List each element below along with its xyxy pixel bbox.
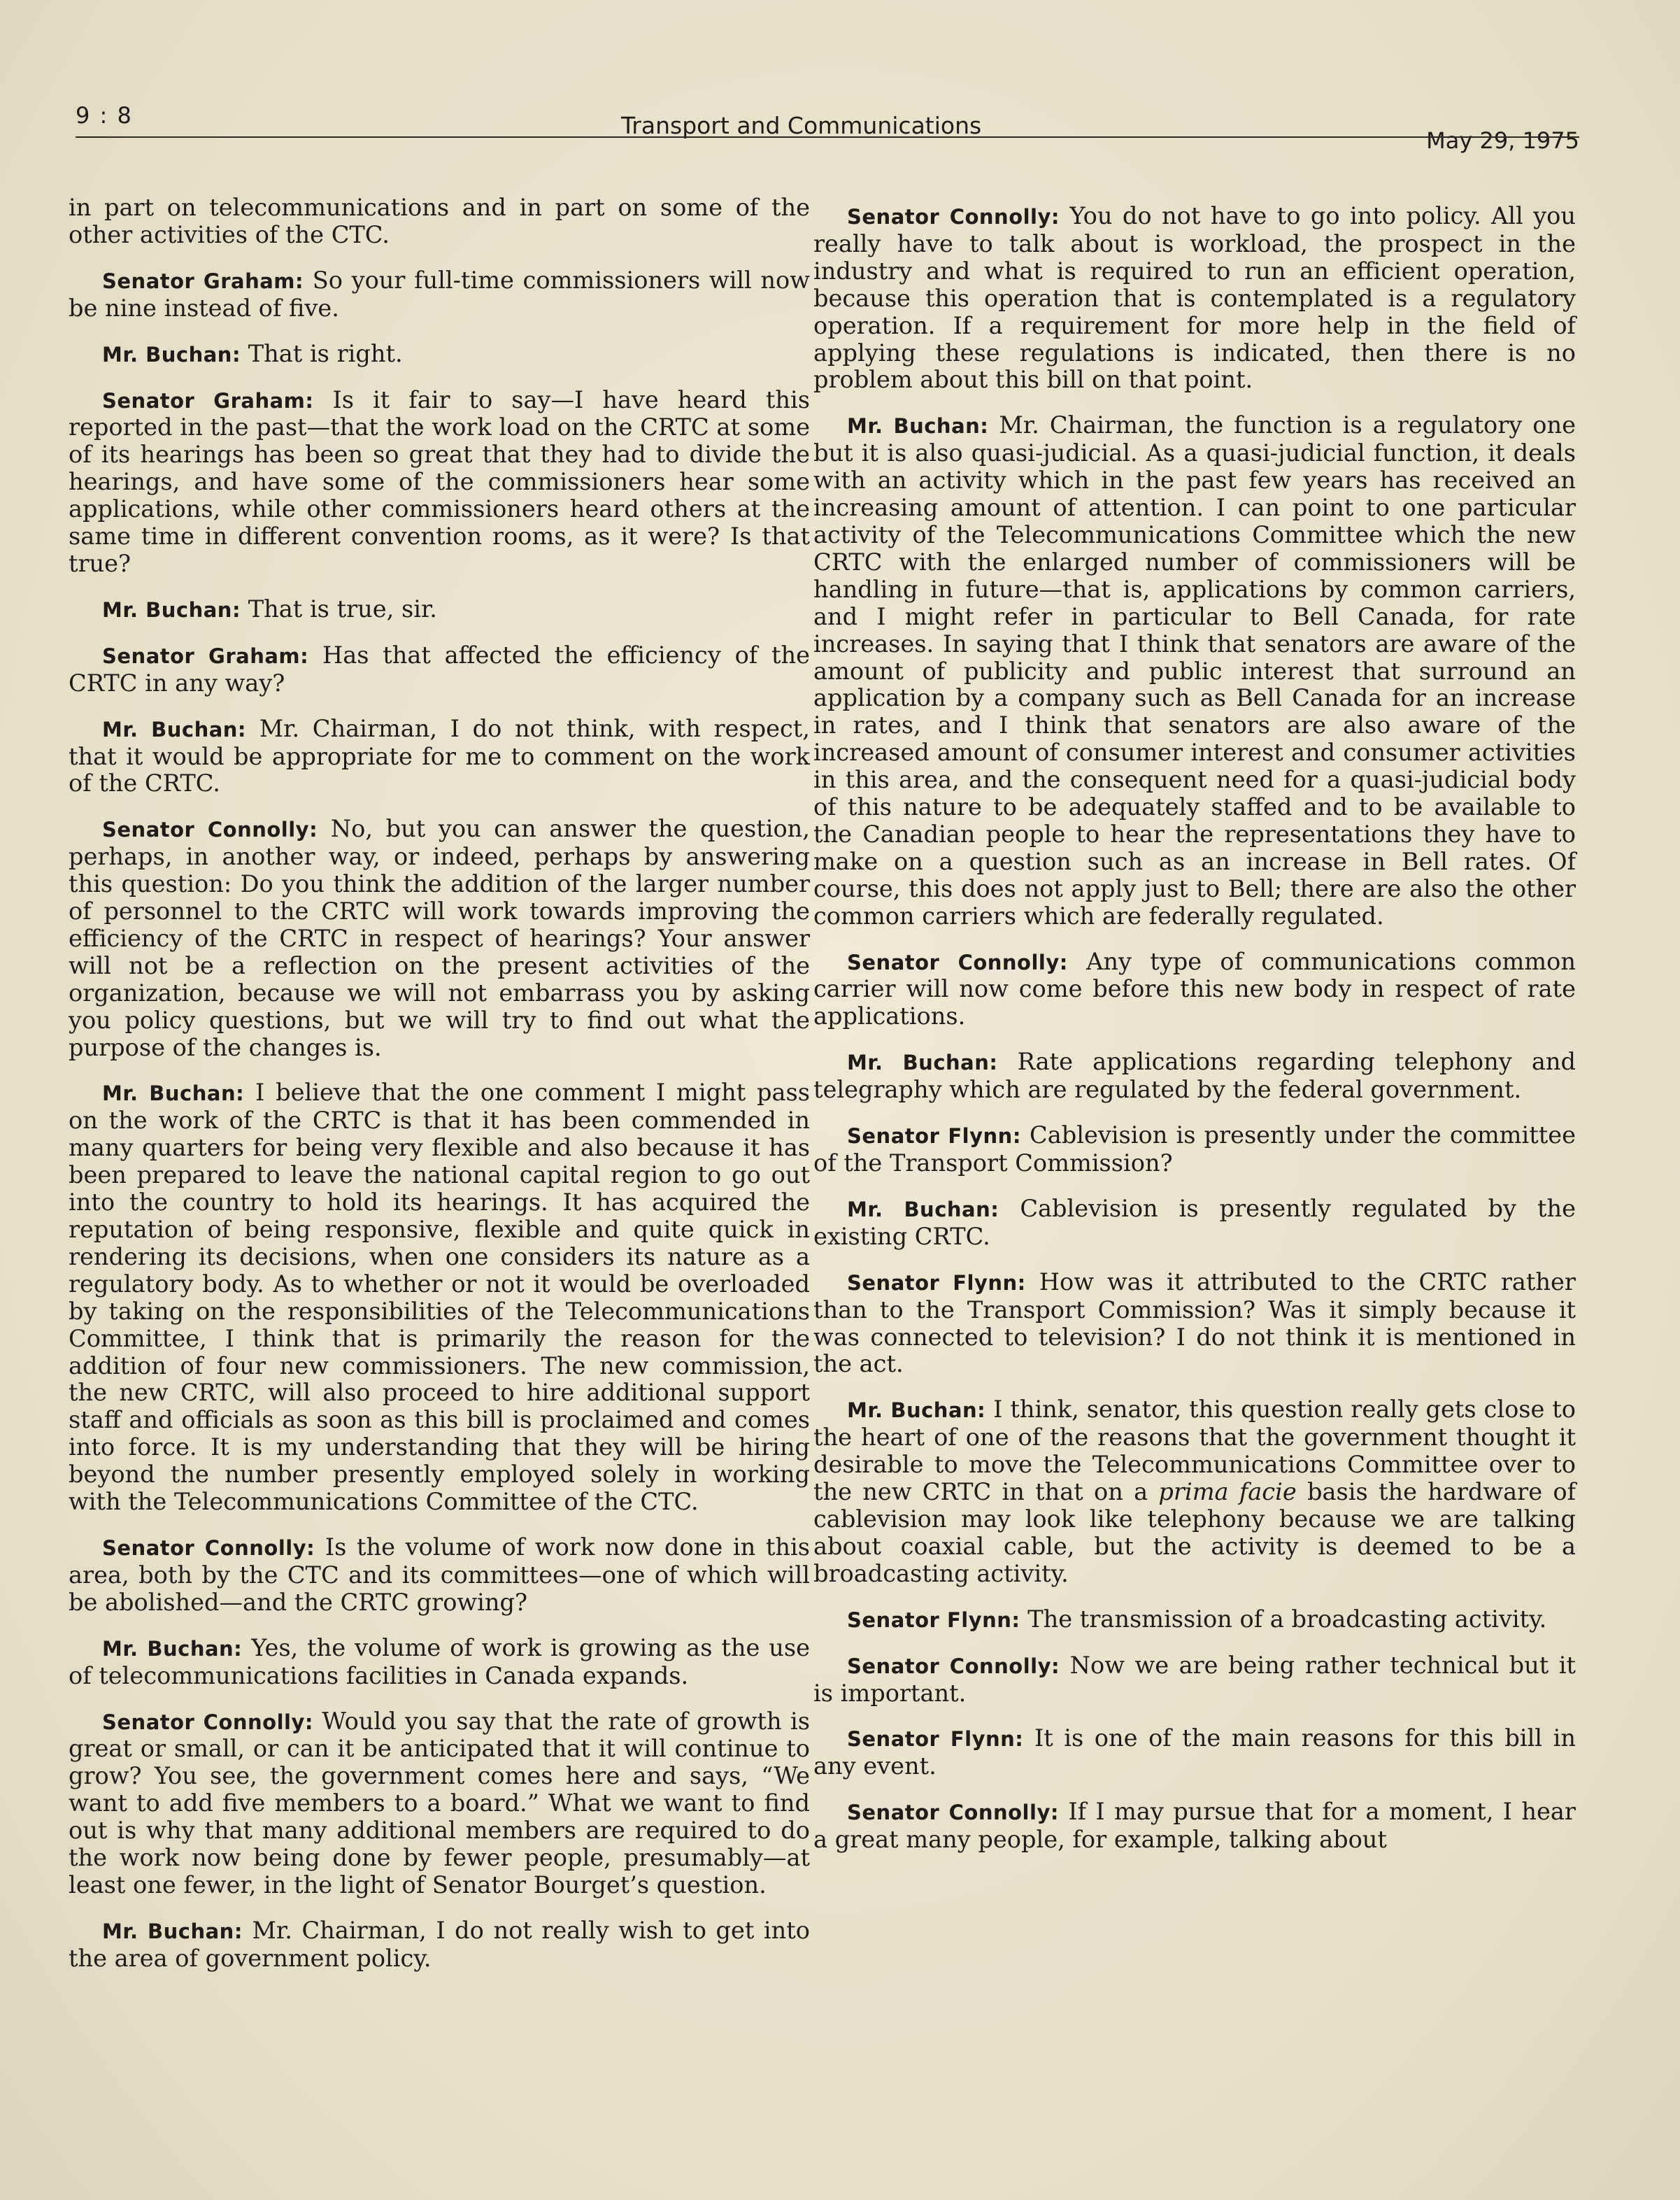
speech-text: Mr. Chairman, the function is a regulatory one but it is also quasi-judicial. As a quasi-judicial function, it deals with an activity which in the past few years has received an increasing amount of attention. I can point to one particular activity of the Telecommunications Committee which the new CRTC with the enlarged number of commissioners will be handling in future—that is, applications by common carriers, and I might refer in particular to Bell Canada, for rate increases. In saying that I think that senators are aware of the amount of publicity and public interest that surround an application by a company such as Bell Canada for an increase in rates, and I think that senators are also aware of the increased amount of consumer interest and consumer activities in this area, and the consequent need for a quasi-judicial body of this nature to be adequately staffed and to be available to the Canadian people to hear the representations they have to make on a question such as an increase in Bell rates. Of course, this does not apply just to Bell; there are also the other common carriers which are federally regulated. [813,411,1576,930]
speaker-name: Mr. Buchan: [847,1398,986,1423]
speaker-name: Mr. Buchan: [102,717,247,741]
transcript-paragraph [69,596,810,624]
speaker-name: Mr. Buchan: [847,1051,998,1075]
right-column [813,203,1576,1872]
speaker-name: Senator Connolly: [102,818,318,842]
transcript-paragraph [69,716,810,798]
transcript-paragraph [69,1917,810,1973]
left-column [69,194,810,1991]
speech-text: So your full-time commissioners will now be nine instead of five. [69,266,810,322]
speech-text: It is one of the main reasons for this bill in any event. [813,1724,1576,1780]
speech-text: Mr. Chairman, I do not think, with respect, that it would be appropriate for me to comment on the work of the CRTC. [69,714,810,797]
transcript-paragraph [69,194,810,249]
speech-text: The transmission of a broadcasting activity. [1027,1605,1547,1633]
transcript-paragraph [813,203,1576,394]
speaker-name: Mr. Buchan: [102,1919,243,1943]
speech-text: Has that affected the efficiency of the CRTC in any way? [69,641,810,697]
transcript-paragraph [813,1606,1576,1634]
speech-text: in part on telecommunications and in part on some of the other activities of the CTC. [69,194,810,248]
speech-text: Yes, the volume of work is growing as the use of telecommunications facilities in Canada expands. [69,1633,810,1689]
speaker-name: Senator Connolly: [102,1535,315,1560]
speaker-name: Mr. Buchan: [102,597,241,622]
speech-text: Cablevision is presently regulated by the existing CRTC. [813,1194,1576,1250]
speech-text: That is right. [248,339,403,367]
speech-text: How was it attributed to the CRTC rather than to the Transport Commission? Was it simply because it was connected to television? I do not think it is mentioned in the act. [813,1268,1576,1378]
speech-text: You do not have to go into policy. All you really have to talk about is workload, the prospect in the industry and what is required to run an efficient operation, because this operation that is contemplated is a regulatory operation. If a requirement for more help in the field of applying these regulations is indicated, then there is no problem about this bill on that point. [813,202,1576,394]
speaker-name: Senator Flynn: [847,1124,1021,1149]
transcript-paragraph [69,267,810,322]
speaker-name: Senator Flynn: [847,1608,1020,1632]
speech-text: I believe that the one comment I might pass on the work of the CRTC is that it has been commended in many quarters for being very flexible and also because it has been prepared to leave the national capital region to go out into the country to hold its hearings. It has acquired the reputation of being responsive, flexible and quite quick in rendering its decisions, when one considers its nature as a regulatory body. As to whether or not it would be overloaded by taking on the responsibilities of the Telecommunications Committee, I think that is primarily the reason for the addition of four new commissioners. The new commission, the new CRTC, will also proceed to hire additional support staff and officials as soon as this bill is proclaimed and comes into force. It is my understanding that they will be hiring beyond the number presently employed solely in working with the Telecommunications Committee of the CTC. [69,1079,810,1516]
transcript-paragraph [69,1708,810,1899]
transcript-paragraph [69,387,810,578]
running-date: May 29, 1975 [1426,127,1579,154]
speech-text: Now we are being rather technical but it is important. [813,1651,1576,1707]
header-rule [76,136,1579,138]
speech-text: Is it fair to say—I have heard this reported in the past—that the work load on the CRTC at some of its hearings has been so great that they had to divide the hearings, and have some of the commissioners hear some applications, while other commissioners heard others at the same time in different convention rooms, as it were? Is that true? [69,385,810,577]
page-number: 9 : 8 [76,102,133,129]
page-header [76,98,1579,154]
transcript-paragraph [813,1122,1576,1177]
transcript-paragraph [69,642,810,697]
speaker-name: Mr. Buchan: [102,1636,243,1661]
speech-text: I think, senator, this question really gets close to the heart of one of the reasons that the government thought it desirable to move the Telecommunications Committee over to the new CRTC in that on a [813,1396,1576,1506]
speaker-name: Senator Graham: [102,644,309,668]
speech-text: Any type of communications common carrier will now come before this new body in respect of rate applications. [813,947,1576,1030]
transcript-paragraph [69,341,810,369]
speaker-name: Mr. Buchan: [102,342,241,367]
transcript-paragraph [813,1652,1576,1708]
speaker-name: Senator Graham: [102,388,314,413]
running-title: Transport and Communications [621,112,982,139]
speaker-name: Senator Graham: [102,269,304,293]
speaker-name: Senator Flynn: [847,1727,1024,1752]
transcript-paragraph [813,1269,1576,1379]
speech-text-continued: basis the hardware of cablevision may look like telephony because we are talking about coaxial cable, but the activity is deemed to be a broadcasting activity. [813,1478,1576,1587]
speaker-name: Senator Connolly: [847,1654,1060,1678]
speech-text: Rate applications regarding telephony and telegraphy which are regulated by the federal government. [813,1048,1576,1104]
transcript-paragraph [69,1534,810,1617]
speaker-name: Senator Connolly: [102,1710,313,1734]
transcript-paragraph [813,1396,1576,1587]
speaker-name: Mr. Buchan: [847,1197,999,1221]
speech-text: Would you say that the rate of growth is great or small, or can it be anticipated that it will continue to grow? You see, the government comes here and says, “We want to add five members to a board.” What we want to find out is why that many additional members are required to do the work now being done by fewer people, presumably—at least one fewer, in the light of Senator Bourget’s question. [69,1707,810,1899]
transcript-paragraph [69,1635,810,1690]
italic-phrase: prima facie [1158,1478,1297,1506]
speaker-name: Senator Connolly: [847,1801,1059,1825]
speaker-name: Mr. Buchan: [847,414,989,439]
speech-text: Mr. Chairman, I do not really wish to get into the area of government policy. [69,1916,810,1972]
speech-text: If I may pursue that for a moment, I hear a great many people, for example, talking about [813,1798,1576,1854]
transcript-paragraph [813,1195,1576,1251]
transcript-paragraph [69,1079,810,1516]
speaker-name: Senator Connolly: [847,950,1068,974]
transcript-paragraph [813,1725,1576,1780]
speech-text: No, but you can answer the question, perhaps, in another way, or indeed, perhaps by answering this question: Do you think the addition of the larger number of personnel to the CRTC will work towards improving the efficiency of the CRTC in respect of hearings? Your answer will not be a reflection on the present activities of the organization, because we will not embarrass you by asking you policy questions, but we will try to find out what the purpose of the changes is. [69,815,810,1061]
speaker-name: Senator Connolly: [847,205,1060,229]
speech-text: Cablevision is presently under the committee of the Transport Commission? [813,1121,1576,1177]
transcript-paragraph [813,1798,1576,1854]
transcript-paragraph [813,1049,1576,1104]
speech-text: Is the volume of work now done in this area, both by the CTC and its committees—one of which will be abolished—and the CRTC growing? [69,1533,810,1616]
speaker-name: Mr. Buchan: [102,1081,245,1106]
speech-text: That is true, sir. [248,595,437,623]
transcript-paragraph [813,949,1576,1031]
transcript-paragraph [813,412,1576,930]
speaker-name: Senator Flynn: [847,1270,1026,1295]
transcript-paragraph [69,816,810,1061]
